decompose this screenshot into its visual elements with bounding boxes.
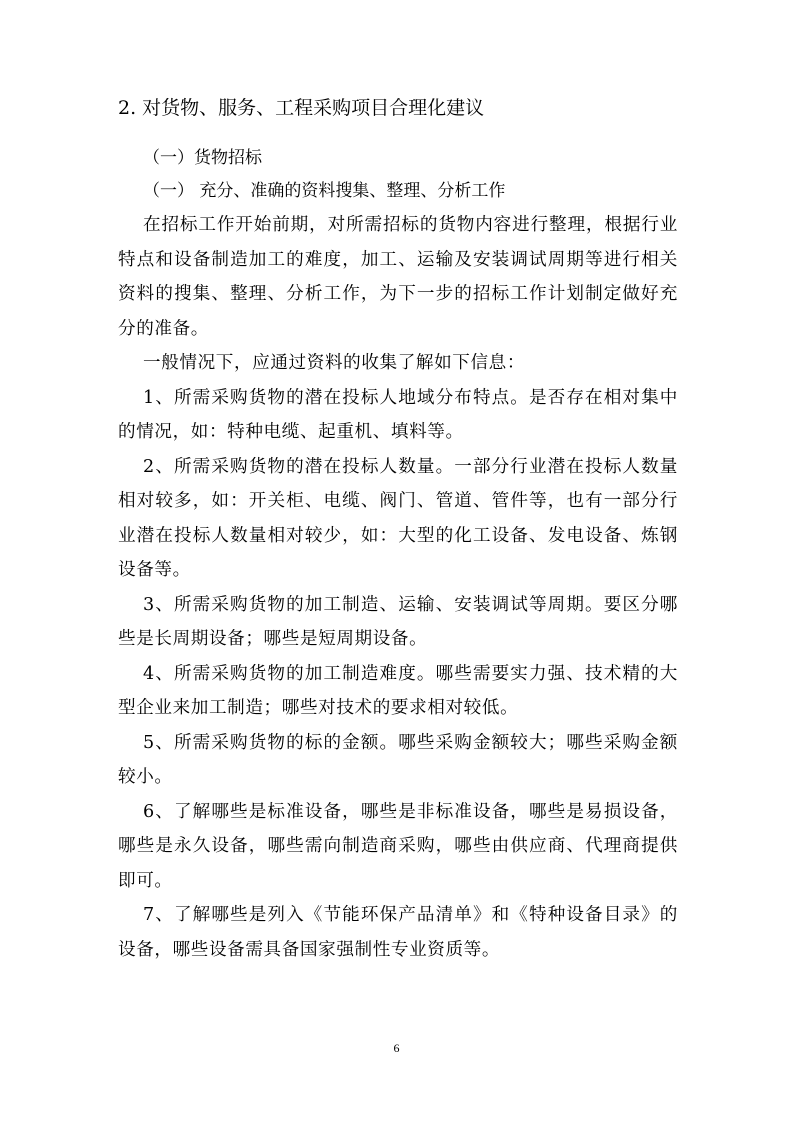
section-heading: 2. 对货物、服务、工程采购项目合理化建议 bbox=[118, 97, 485, 119]
body-text bbox=[118, 208, 678, 967]
subsection-heading-goods-tender: （一）货物招标 bbox=[143, 148, 262, 168]
list-item: 7、了解哪些是列入《节能环保产品清单》和《特种设备目录》的设备，哪些设备需具备国家强制性专业资质等。 bbox=[118, 905, 678, 960]
paragraph: 在招标工作开始前期，对所需招标的货物内容进行整理，根据行业特点和设备制造加工的难度，加工、运输及安装调试周期等进行相关资料的搜集、整理、分析工作，为下一步的招标工作计划制定做好充分的准备。 bbox=[118, 215, 678, 339]
paragraph: 一般情况下，应通过资料的收集了解如下信息： bbox=[143, 353, 526, 373]
list-item: 5、所需采购货物的标的金额。哪些采购金额较大；哪些采购金额较小。 bbox=[118, 732, 678, 787]
page-number: 6 bbox=[393, 1041, 400, 1055]
subsection-heading-data-collection: （一） 充分、准确的资料搜集、整理、分析工作 bbox=[143, 181, 506, 201]
list-item: 6、了解哪些是标准设备，哪些是非标准设备，哪些是易损设备，哪些是永久设备，哪些需向制造商采购，哪些由供应商、代理商提供即可。 bbox=[118, 801, 678, 891]
list-item: 4、所需采购货物的加工制造难度。哪些需要实力强、技术精的大型企业来加工制造；哪些对技术的要求相对较低。 bbox=[118, 663, 678, 718]
list-item: 2、所需采购货物的潜在投标人数量。一部分行业潜在投标人数量相对较多，如：开关柜、电缆、阀门、管道、管件等，也有一部分行业潜在投标人数量相对较少，如：大型的化工设备、发电设备、炼钢设备等。 bbox=[118, 456, 678, 580]
list-item: 3、所需采购货物的加工制造、运输、安装调试等周期。要区分哪些是长周期设备；哪些是短周期设备。 bbox=[118, 594, 678, 649]
list-item: 1、所需采购货物的潜在投标人地域分布特点。是否存在相对集中的情况，如：特种电缆、起重机、填料等。 bbox=[118, 387, 678, 442]
